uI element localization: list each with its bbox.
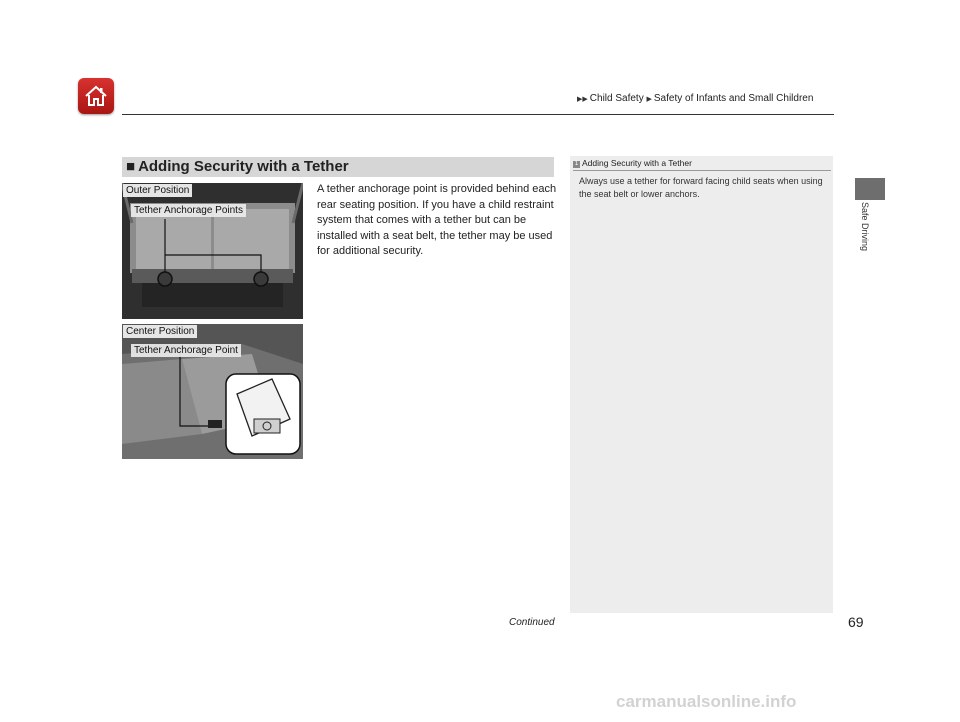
side-note-text: Always use a tether for forward facing child seats when using the seat belt or lower anchors. [579, 176, 823, 199]
side-note-divider [573, 170, 831, 171]
breadcrumb-item-child-safety[interactable]: Child Safety [589, 93, 644, 104]
figure-label-outer: Outer Position [123, 184, 192, 197]
page-number: 69 [848, 614, 864, 630]
side-tab-marker[interactable] [855, 178, 885, 200]
note-reference-icon: 1 [574, 161, 579, 167]
side-note-heading [573, 158, 692, 168]
section-heading [122, 157, 554, 177]
header-divider [122, 114, 834, 115]
side-tab-label: Safe Driving [860, 202, 870, 252]
square-bullet-icon: ■ [126, 158, 136, 175]
side-note-panel [570, 156, 833, 613]
callout-tether-anchorage-points: Tether Anchorage Points [131, 204, 246, 217]
breadcrumb [577, 93, 813, 104]
side-note-title[interactable]: Adding Security with a Tether [582, 158, 692, 168]
callout-tether-anchorage-point: Tether Anchorage Point [131, 344, 241, 357]
watermark: carmanualsonline.info [616, 692, 797, 711]
breadcrumb-arrow-icon: ▶▶ [577, 96, 588, 103]
home-icon [84, 84, 108, 108]
breadcrumb-arrow-icon: ▶ [646, 96, 652, 103]
breadcrumb-item-safety-of-infants[interactable]: Safety of Infants and Small Children [653, 93, 814, 104]
continued-label: Continued [509, 617, 555, 628]
section-title: Adding Security with a Tether [138, 158, 349, 175]
home-button[interactable] [78, 78, 114, 114]
figure-label-center: Center Position [123, 325, 197, 338]
section-body-text: A tether anchorage point is provided behind each rear seating position. If you have a child restraint system that comes with a tether but can be installed with a seat belt, the tether may be used for additional security. [317, 183, 557, 258]
